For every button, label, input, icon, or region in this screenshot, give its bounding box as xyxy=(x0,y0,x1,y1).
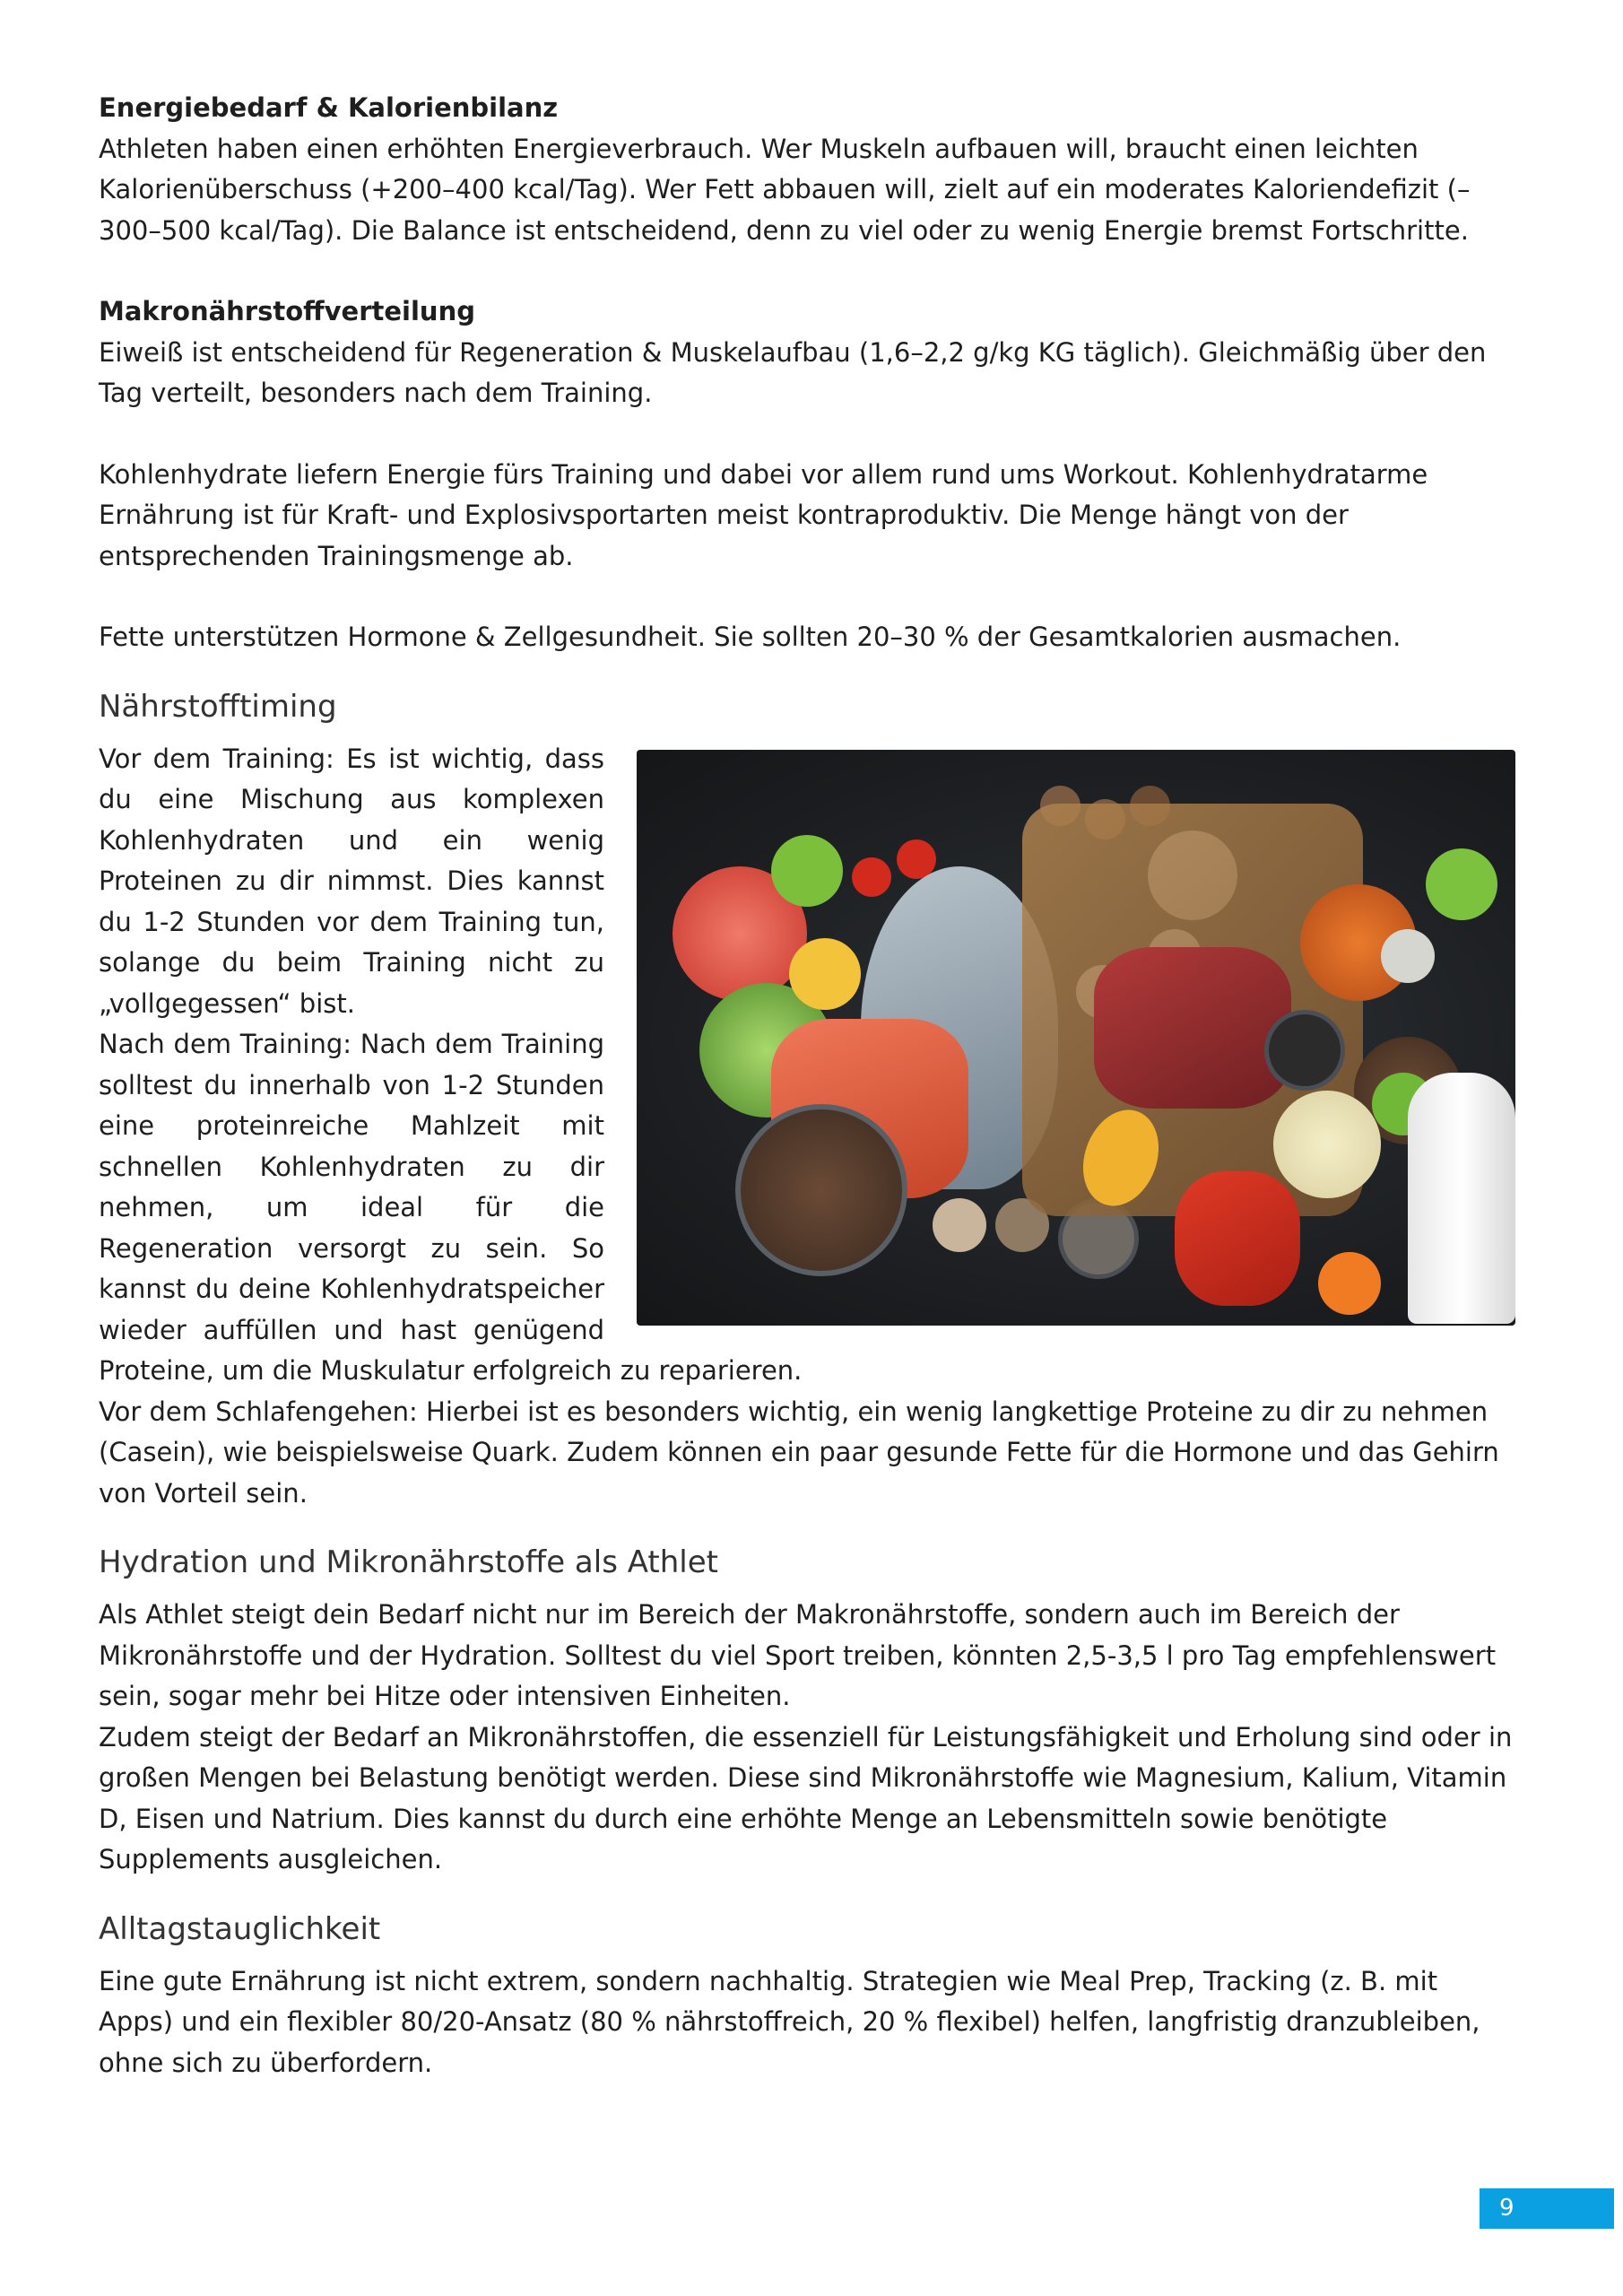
page-content xyxy=(99,88,1515,2083)
hydration-heading: Hydration und Mikronährstoffe als Athlet xyxy=(99,1544,718,1580)
macro-protein-text: Eiweiß ist entscheidend für Regeneration & Muskelaufbau (1,6–2,2 g/kg KG täglich). Gleichmäßig über den Tag verteilt, besonders nach dem Training. xyxy=(99,336,1487,408)
timing-before-text: Vor dem Training: Es ist wichtig, dass du eine Mischung aus komplexen Kohlenhydraten und ein wenig Proteinen zu dir nimmst. Dies kannst du 1-2 Stunden vor dem Training tun, solange du beim Training nicht zu „vollgegessen“ bist. xyxy=(99,743,604,1019)
timing-sleep-text: Vor dem Schlafengehen: Hierbei ist es besonders wichtig, ein wenig langkettige Proteine zu dir zu nehmen (Casein), wie beispielsweise Quark. Zudem können ein paar gesunde Fette für die Hormone und das Gehirn von Vorteil sein. xyxy=(99,1396,1499,1509)
timing-heading: Nährstofftiming xyxy=(99,688,337,725)
everyday-text: Eine gute Ernährung ist nicht extrem, sondern nachhaltig. Strategien wie Meal Prep, Tracking (z. B. mit Apps) und ein flexibler 80/20-Ansatz (80 % nährstoffreich, 20 % flexibel) helfen, langfristig dranzubleiben, ohne sich zu überfordern. xyxy=(99,1965,1480,2078)
macro-fats-text: Fette unterstützen Hormone & Zellgesundheit. Sie sollten 20–30 % der Gesamtkalorien ausmachen. xyxy=(99,622,1402,652)
hydration-text-2: Zudem steigt der Bedarf an Mikronährstoffen, die essenziell für Leistungsfähigkeit und Erholung sind oder in großen Mengen bei Belastung benötigt werden. Diese sind Mikronährstoffe wie Magnesium, Kalium, Vitamin D, Eisen und Natrium. Dies kannst du durch eine erhöhte Menge an Lebensmitteln sowie benötigte Supplements ausgleichen. xyxy=(99,1721,1513,1874)
macro-carbs-text: Kohlenhydrate liefern Energie fürs Training und dabei vor allem rund ums Workout. Kohlenhydratarme Ernährung ist für Kraft- und Explosivsportarten meist kontraproduktiv. Die Menge hängt von der entsprechenden Trainingsmenge ab. xyxy=(99,458,1428,571)
everyday-heading: Alltagstauglichkeit xyxy=(99,1910,381,1947)
page-number: 9 xyxy=(1480,2188,1614,2229)
energy-heading: Energiebedarf & Kalorienbilanz xyxy=(99,92,559,123)
macro-heading: Makronährstoffverteilung xyxy=(99,296,475,326)
food-image xyxy=(637,750,1515,1326)
hydration-text-1: Als Athlet steigt dein Bedarf nicht nur im Bereich der Makronährstoffe, sondern auch im Bereich der Mikronährstoffe und der Hydration. Solltest du viel Sport treiben, könnten 2,5-3,5 l pro Tag empfehlenswert sein, sogar mehr bei Hitze oder intensiven Einheiten. xyxy=(99,1599,1497,1711)
energy-text: Athleten haben einen erhöhten Energieverbrauch. Wer Muskeln aufbauen will, braucht einen leichten Kalorienüberschuss (+200–400 kcal/Tag). Wer Fett abbauen will, zielt auf ein moderates Kaloriendefizit (–300–500 kcal/Tag). Die Balance ist entscheidend, denn zu viel oder zu wenig Energie bremst Fortschritte. xyxy=(99,133,1471,246)
timing-after-text: Nach dem Training: Nach dem Training solltest du innerhalb von 1-2 Stunden eine proteinreiche Mahlzeit mit schnellen Kohlenhydraten zu dir nehmen, um ideal für die Regeneration versorgt zu sein. So kannst du deine Kohlenhydratspeicher wieder auffüllen und hast genügend Proteine, um die Muskulatur erfolgreich zu reparieren. xyxy=(99,1029,803,1386)
